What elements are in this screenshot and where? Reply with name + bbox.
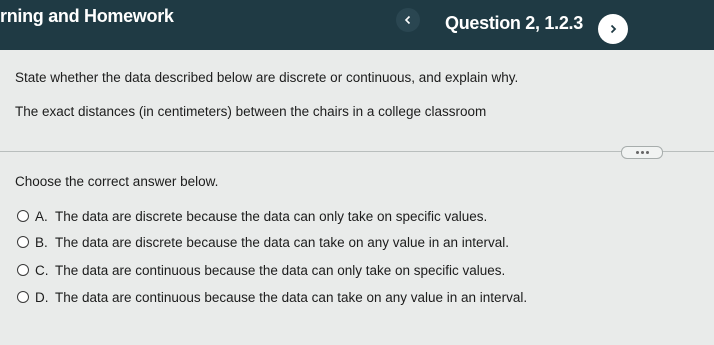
chevron-right-icon [608, 24, 618, 34]
question-number-label: Question 2, 1.2.3 [445, 13, 583, 33]
previous-question-button[interactable] [396, 8, 420, 32]
chevron-left-icon [403, 15, 413, 25]
option-text: The data are continuous because the data can only take on specific values. [55, 262, 506, 278]
top-header-bar [0, 0, 714, 50]
section-divider [0, 151, 714, 152]
question-content [0, 50, 714, 345]
radio-button-icon[interactable] [17, 264, 29, 276]
page-title: rning and Homework [0, 6, 174, 26]
answer-instruction: Choose the correct answer below. [15, 174, 219, 189]
option-text: The data are discrete because the data can take on any value in an interval. [55, 234, 510, 250]
option-text: The data are continuous because the data can take on any value in an interval. [55, 289, 528, 305]
answer-option-b[interactable] [17, 232, 509, 252]
question-prompt: The exact distances (in centimeters) between the chairs in a college classroom [15, 104, 487, 119]
dot-icon [646, 151, 649, 154]
answer-option-c[interactable] [17, 260, 505, 280]
expand-more-button[interactable] [621, 146, 663, 159]
option-letter: D. [35, 289, 49, 305]
option-text: The data are discrete because the data can only take on specific values. [55, 208, 488, 224]
next-question-button[interactable] [598, 14, 628, 44]
question-instruction: State whether the data described below are discrete or continuous, and explain why. [15, 70, 519, 85]
option-letter: B. [35, 234, 48, 250]
dot-icon [641, 151, 644, 154]
radio-button-icon[interactable] [17, 291, 29, 303]
dot-icon [636, 151, 639, 154]
answer-option-d[interactable] [17, 287, 527, 307]
radio-button-icon[interactable] [17, 236, 29, 248]
radio-button-icon[interactable] [17, 210, 29, 222]
answer-option-a[interactable] [17, 206, 487, 226]
option-letter: C. [35, 262, 49, 278]
option-letter: A. [35, 208, 48, 224]
